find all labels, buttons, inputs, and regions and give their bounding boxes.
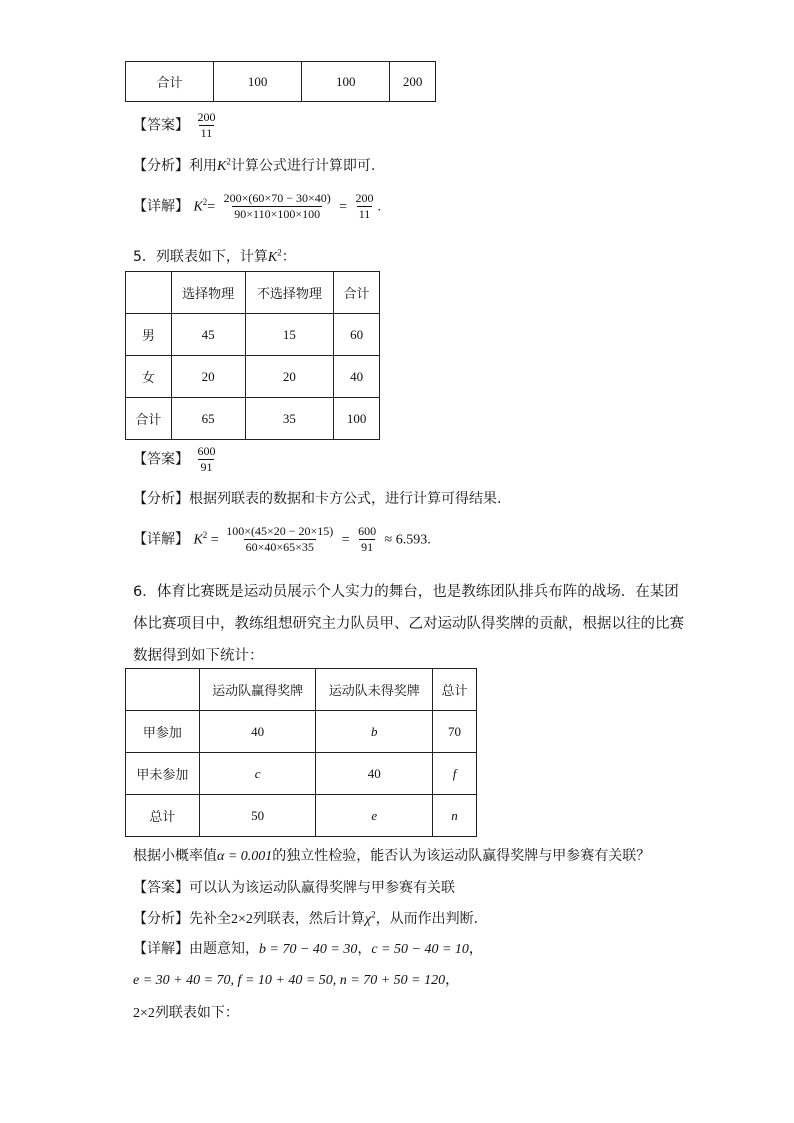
- table-cell: 200: [390, 62, 436, 102]
- q5-stem: 5．列联表如下，计算$K^2$：: [133, 247, 296, 265]
- formula-fraction: [222, 191, 333, 222]
- table-cell: 100: [214, 62, 302, 102]
- analysis-text: 根据列联表的数据和卡方公式，进行计算可得结果.: [189, 491, 502, 507]
- math-expression: b = 70 − 40 = 30: [259, 942, 358, 957]
- table-cell: 20: [245, 356, 334, 398]
- table-header-cell: 选择物理: [171, 272, 245, 314]
- numerator: 200: [355, 191, 374, 205]
- denominator: 91: [200, 460, 213, 474]
- table-cell: 35: [245, 398, 334, 440]
- table-cell: 女: [126, 356, 172, 398]
- denominator: 11: [358, 207, 371, 221]
- question-text: 的独立性检验，能否认为该运动队赢得奖牌与甲参赛有关联？: [272, 848, 651, 864]
- table-cell: 70: [433, 711, 477, 753]
- question-text: 数据得到如下统计：: [133, 648, 264, 664]
- table-cell: c: [199, 753, 316, 795]
- math-expression: 2×2: [231, 912, 253, 927]
- approx-value: ≈ 6.593: [384, 532, 428, 548]
- table-cell: 45: [171, 314, 245, 356]
- q6-detail-line3: [133, 1002, 239, 1022]
- q5-detail: 【详解】 $K^2$ = $\frac{100\times(45\times 20 - 20\times 15)}{60\times 40\times 65\times 35}$ = $\frac{600}{91}$ ≈ 6.593.: [133, 524, 431, 554]
- table-cell: n: [433, 795, 477, 837]
- denominator: 90×110×100×100: [234, 207, 321, 221]
- table-cell: 100: [334, 398, 380, 440]
- q6-detail-line2: e = 30 + 40 = 70, f = 10 + 40 = 50, n = 70 + 50 = 120，: [133, 973, 460, 988]
- detail-text: 列联表如下：: [154, 1005, 239, 1021]
- table-cell: 合计: [126, 62, 214, 102]
- analysis-label: 【分析】: [133, 491, 189, 507]
- answer-text: 可以认为该运动队赢得奖牌与甲参赛有关联: [189, 880, 455, 896]
- table-cell: 男: [126, 314, 172, 356]
- math-expression: 2×2: [133, 1006, 155, 1021]
- detail-label: 【详解】: [133, 941, 189, 957]
- answer-label: 【答案】: [133, 451, 189, 468]
- table-header-cell: [126, 272, 172, 314]
- question-text: 6．体育比赛既是运动员展示个人实力的舞台，也是教练团队排兵布阵的战场．在某团: [133, 584, 679, 600]
- table-header-cell: [126, 669, 200, 711]
- question-text: 根据小概率值: [133, 848, 217, 864]
- q5-contingency-table: [125, 271, 380, 440]
- q5-analysis: [133, 488, 501, 508]
- numerator: 200: [197, 110, 216, 124]
- q6-contingency-table: [125, 668, 477, 837]
- answer-label: 【答案】: [133, 880, 189, 896]
- analysis-text: 计算公式进行计算即可.: [230, 158, 376, 174]
- table-cell: 100: [302, 62, 390, 102]
- q4-analysis: 【分析】利用$K^2$计算公式进行计算即可.: [133, 156, 376, 174]
- q4-detail: 【详解】 $K^2=$ $\frac{200\times(60\times 70 - 30\times 40)}{90\times 110\times 100\times 100}$ = $\frac{200}{11}$ .: [133, 191, 382, 221]
- q6-stem: [133, 576, 693, 672]
- math-symbol: χ: [364, 912, 372, 927]
- table-cell: 甲未参加: [126, 753, 200, 795]
- math-expression: e = 30 + 40 = 70, f = 10 + 40 = 50, n = 70 + 50 = 120: [133, 973, 446, 988]
- answer-label: 【答案】: [133, 117, 189, 134]
- table-cell: 60: [334, 314, 380, 356]
- q6-detail-line1: 【详解】由题意知，b = 70 − 40 = 30，c = 50 − 40 = 10，: [133, 941, 483, 957]
- table-cell: b: [316, 711, 433, 753]
- q4-answer: [133, 110, 219, 141]
- denominator: 11: [200, 126, 213, 140]
- answer-fraction: [195, 110, 217, 141]
- detail-text: 由题意知，: [189, 941, 259, 957]
- table-cell: 40: [316, 753, 433, 795]
- analysis-label: 【分析】: [133, 911, 189, 927]
- q6-question: [133, 845, 650, 865]
- analysis-text: 列联表，然后计算: [252, 911, 365, 927]
- q6-analysis: 【分析】先补全2×2列联表，然后计算$\chi^2$，从而作出判断.: [133, 909, 479, 927]
- table-header-cell: 不选择物理: [245, 272, 334, 314]
- table-cell: f: [433, 753, 477, 795]
- table-header-cell: 运动队赢得奖牌: [199, 669, 316, 711]
- table-cell: e: [316, 795, 433, 837]
- table-cell: 20: [171, 356, 245, 398]
- detail-label: 【详解】: [133, 531, 189, 548]
- result-fraction: [354, 191, 376, 222]
- table-cell: 15: [245, 314, 334, 356]
- numerator: 600: [197, 444, 216, 458]
- table-cell: 合计: [126, 398, 172, 440]
- analysis-text: ，从而作出判断.: [375, 911, 479, 927]
- question-text: 5．列联表如下，计算: [133, 249, 268, 265]
- math-expression: α = 0.001: [217, 849, 273, 864]
- formula-fraction: [224, 524, 335, 555]
- table-header-cell: 总计: [433, 669, 477, 711]
- detail-label: 【详解】: [133, 198, 189, 215]
- denominator: 60×40×65×35: [245, 540, 314, 554]
- analysis-label: 【分析】: [133, 158, 189, 174]
- table-cell: 40: [334, 356, 380, 398]
- answer-fraction: [195, 444, 217, 475]
- numerator: 200×(60×70 − 30×40): [223, 191, 331, 205]
- analysis-text: 利用: [189, 158, 217, 174]
- table-cell: 总计: [126, 795, 200, 837]
- math-symbol: K: [217, 159, 227, 174]
- table-cell: 65: [171, 398, 245, 440]
- summary-table-top: [125, 61, 436, 102]
- math-symbol: K: [267, 250, 278, 265]
- math-expression: c = 50 − 40 = 10: [371, 942, 469, 957]
- q5-answer: [133, 444, 219, 475]
- result-fraction: [356, 524, 378, 555]
- numerator: 600: [358, 524, 377, 538]
- table-cell: 甲参加: [126, 711, 200, 753]
- q6-answer: [133, 877, 455, 897]
- table-cell: 40: [199, 711, 316, 753]
- numerator: 100×(45×20 − 20×15): [226, 524, 334, 538]
- table-cell: 50: [199, 795, 316, 837]
- table-header-cell: 合计: [334, 272, 380, 314]
- table-header-cell: 运动队未得奖牌: [316, 669, 433, 711]
- denominator: 91: [361, 540, 374, 554]
- question-text: 体比赛项目中，教练组想研究主力队员甲、乙对运动队得奖牌的贡献，根据以往的比赛: [133, 616, 684, 632]
- analysis-text: 先补全: [189, 911, 231, 927]
- question-text: ：: [281, 249, 296, 265]
